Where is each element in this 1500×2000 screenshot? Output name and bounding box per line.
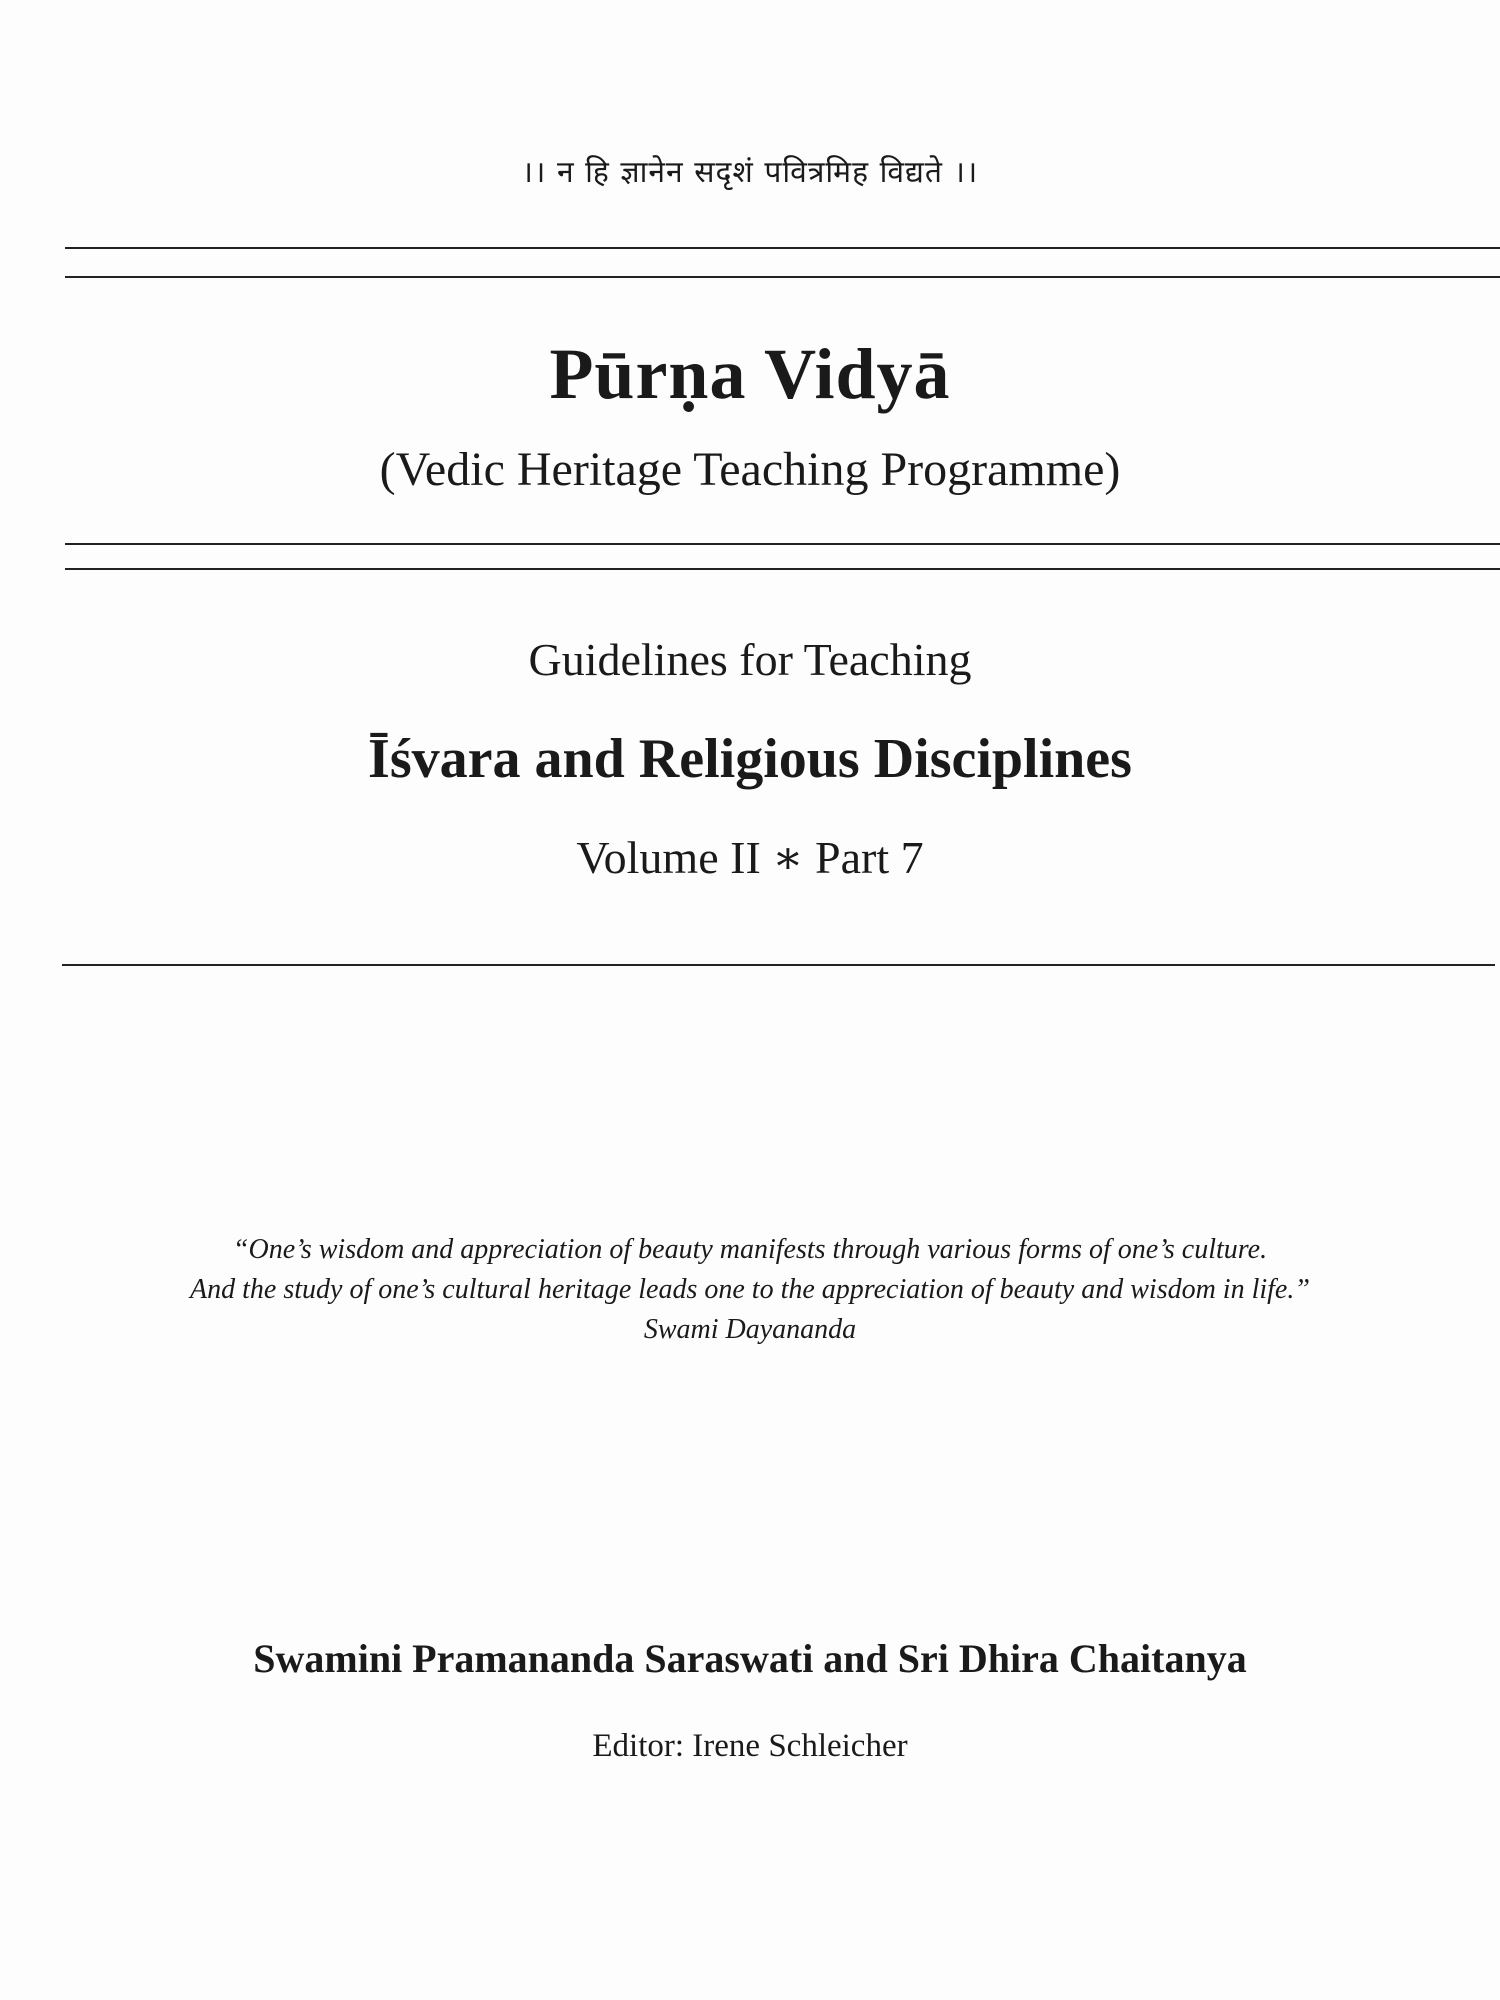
guidelines-heading: Guidelines for Teaching <box>528 634 972 685</box>
series-subtitle: (Vedic Heritage Teaching Programme) <box>379 443 1121 496</box>
top-rule-lower <box>65 276 1500 278</box>
bottom-rule <box>62 964 1495 966</box>
series-title: Pūrṇa Vidyā <box>549 334 951 414</box>
quote-line-1: “One’s wisdom and appreciation of beauty manifests through various forms of one’s culture. <box>232 1234 1268 1265</box>
editor-line: Editor: Irene Schleicher <box>592 1728 908 1764</box>
book-title: Īśvara and Religious Disciplines <box>368 728 1132 790</box>
middle-rule-lower <box>65 568 1500 570</box>
top-rule-upper <box>65 247 1500 249</box>
quote-attribution: Swami Dayananda <box>643 1314 857 1345</box>
middle-rule-upper <box>65 543 1500 545</box>
authors-line: Swamini Pramananda Saraswati and Sri Dhira Chaitanya <box>253 1636 1247 1681</box>
epigraph-quote <box>0 1230 1500 1350</box>
volume-part-label: Volume II ∗ Part 7 <box>576 832 924 883</box>
quote-line-2: And the study of one’s cultural heritage leads one to the appreciation of beauty and wisdom in life.” <box>190 1274 1310 1305</box>
sanskrit-verse: ।। न हि ज्ञानेन सदृशं पवित्रमिह विद्यते ।। <box>521 155 979 190</box>
